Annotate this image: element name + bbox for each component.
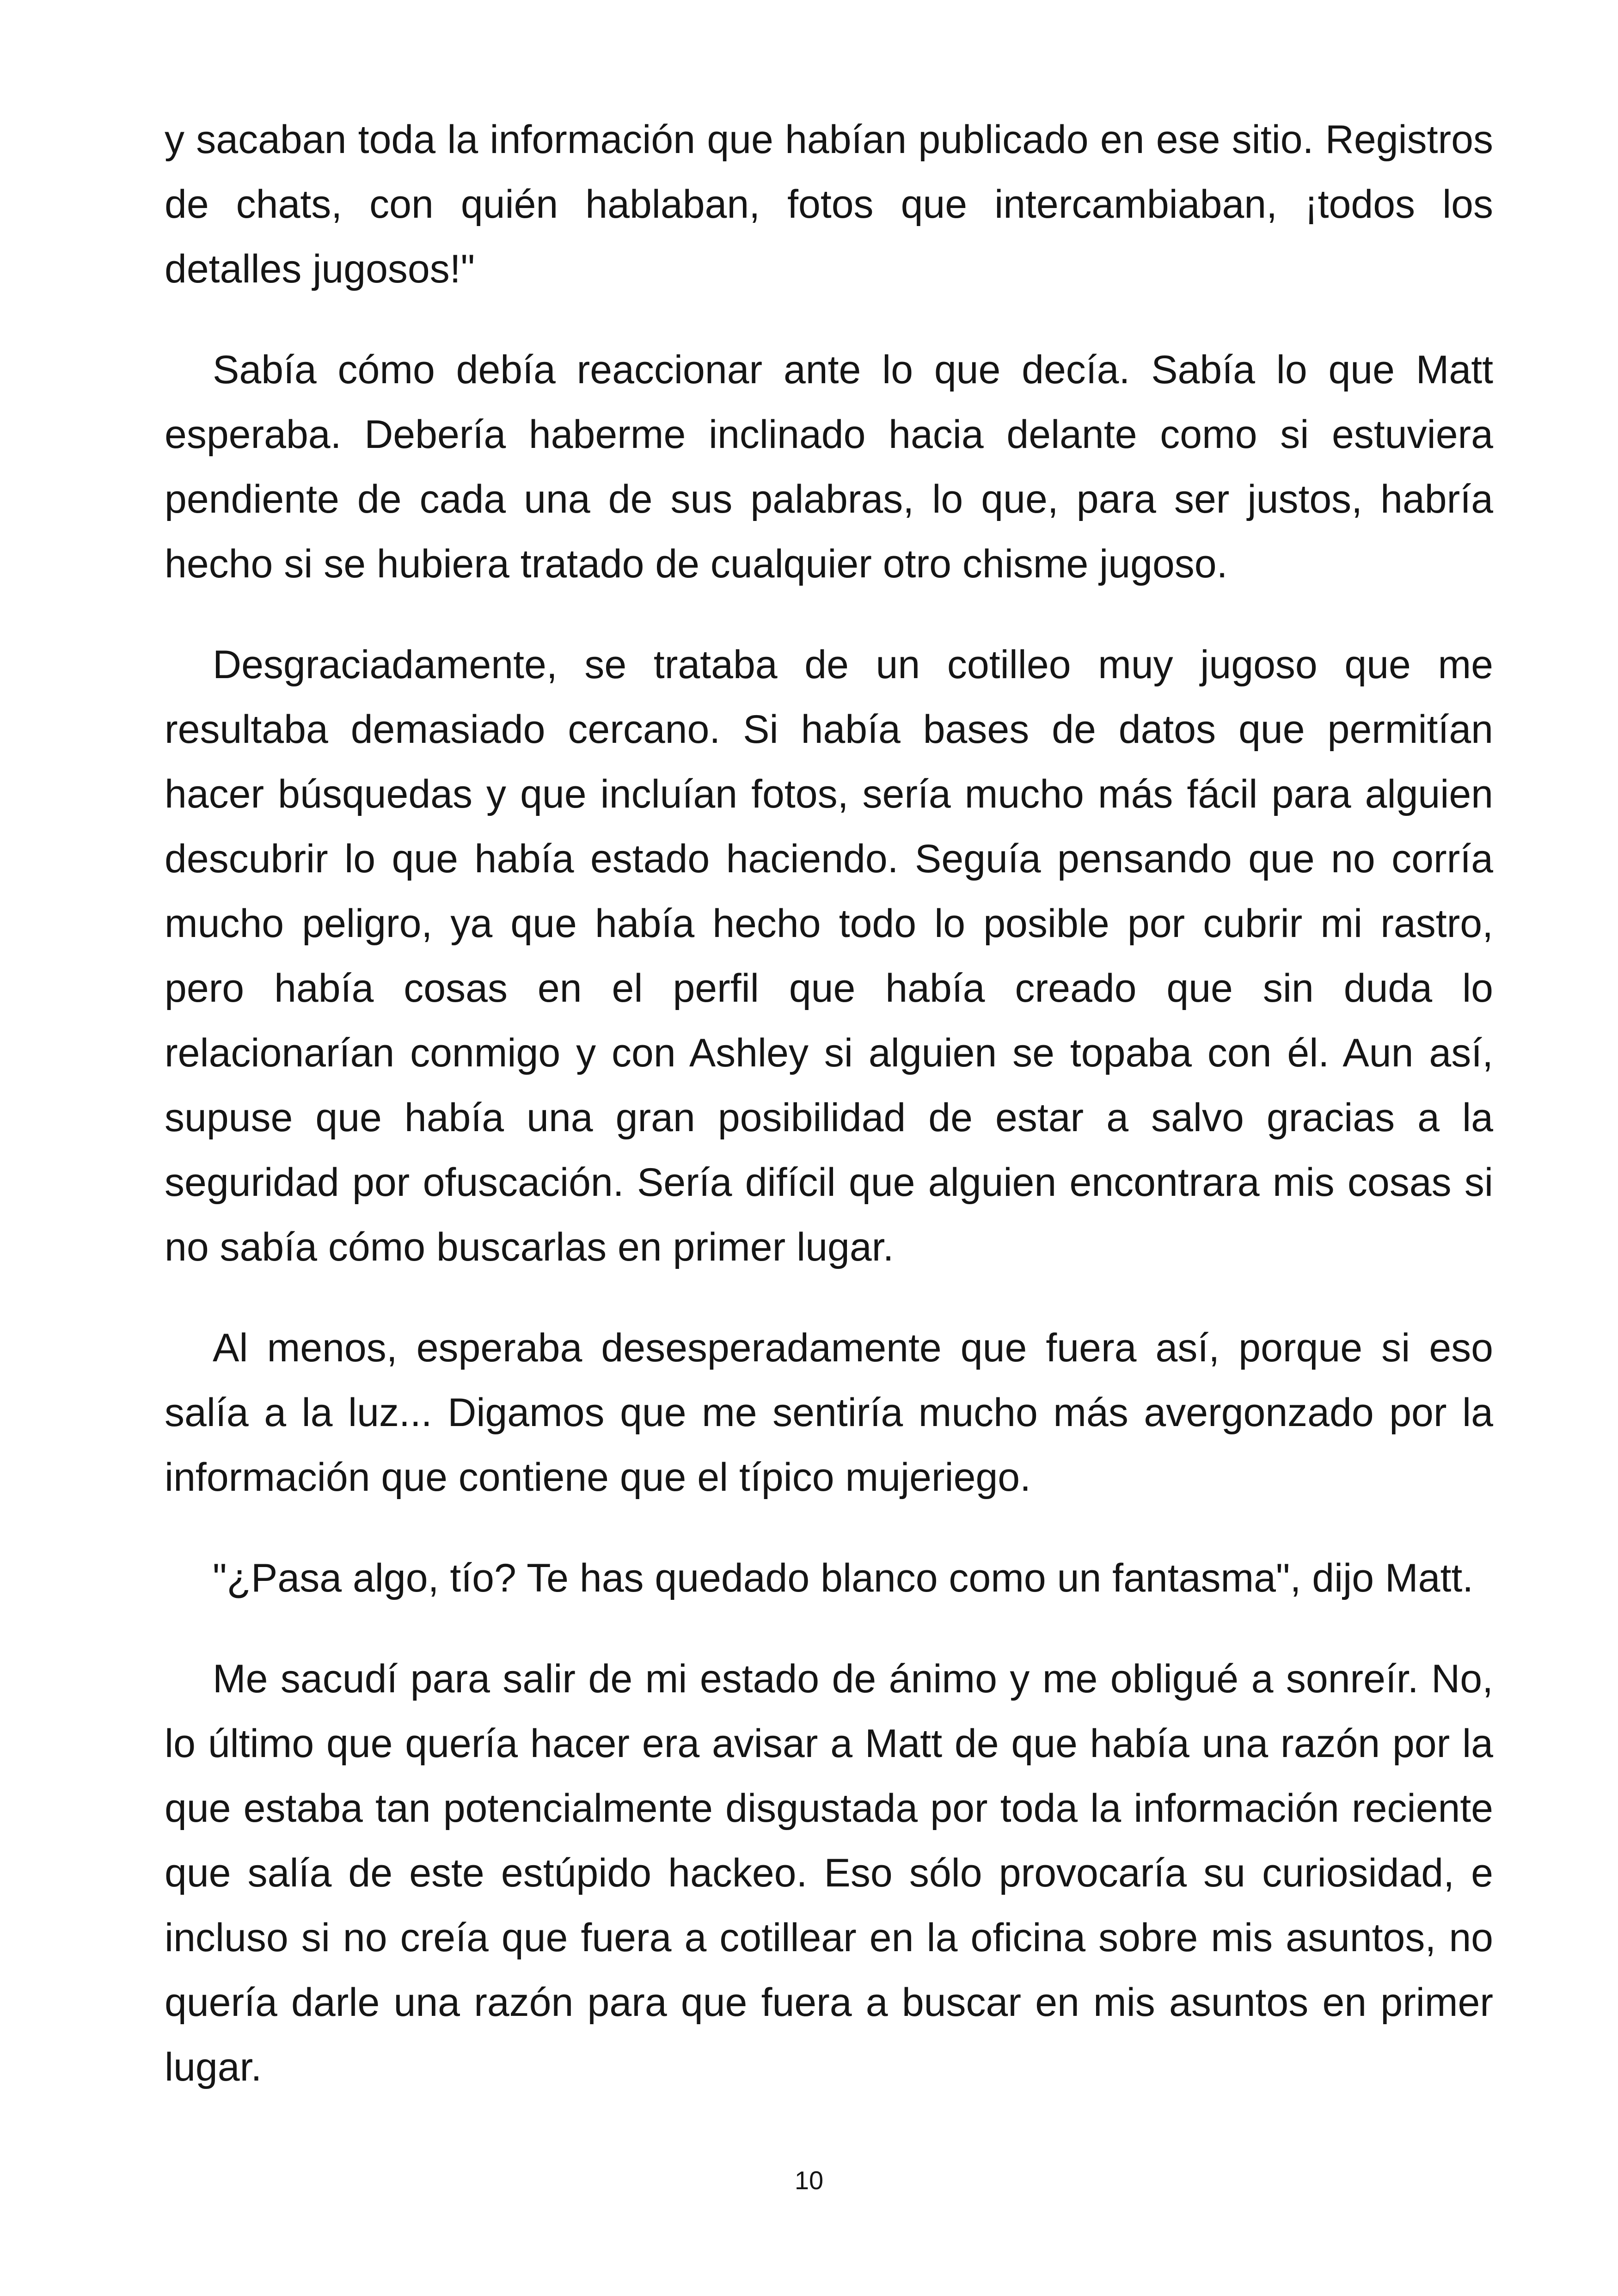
paragraph-2: Sabía cómo debía reaccionar ante lo que decía. Sabía lo que Matt esperaba. Debería haberme inclinado hacia delante como si estuviera pendiente de cada una de sus palabras, lo que, para ser justos, habría hecho si se hubiera tratado de cualquier otro chisme jugoso. — [165, 348, 1493, 586]
paragraph-5: "¿Pasa algo, tío? Te has quedado blanco como un fantasma", dijo Matt. — [213, 1556, 1474, 1600]
paragraph-3: Desgraciadamente, se trataba de un cotilleo muy jugoso que me resultaba demasiado cercano. Si había bases de datos que permitían hacer búsquedas y que incluían fotos, sería mucho más fácil para alguien descubrir lo que había estado haciendo. Seguía pensando que no corría mucho peligro, ya que había hecho todo lo posible por cubrir mi rastro, pero había cosas en el perfil que había creado que sin duda lo relacionarían conmigo y con Ashley si alguien se topaba con él. Aun así, supuse que había una gran posibilidad de estar a salvo gracias a la seguridad por ofuscación. Sería difícil que alguien encontrara mis cosas si no sabía cómo buscarlas en primer lugar. — [165, 643, 1493, 1269]
page-number: 10 — [794, 2166, 824, 2195]
paragraph-1: y sacaban toda la información que habían publicado en ese sitio. Registros de chats, con quién hablaban, fotos que intercambiaban, ¡todos los detalles jugosos!" — [165, 117, 1493, 291]
paragraph-4: Al menos, esperaba desesperadamente que fuera así, porque si eso salía a la luz... Digamos que me sentiría mucho más avergonzado por la información que contiene que el típico mujeriego. — [165, 1326, 1493, 1500]
body-text — [165, 107, 1493, 2136]
paragraph-6: Me sacudí para salir de mi estado de ánimo y me obligué a sonreír. No, lo último que quería hacer era avisar a Matt de que había una razón por la que estaba tan potencialmente disgustada por toda la información reciente que salía de este estúpido hackeo. Eso sólo provocaría su curiosidad, e incluso si no creía que fuera a cotillear en la oficina sobre mis asuntos, no quería darle una razón para que fuera a buscar en mis asuntos en primer lugar. — [165, 1657, 1493, 2089]
